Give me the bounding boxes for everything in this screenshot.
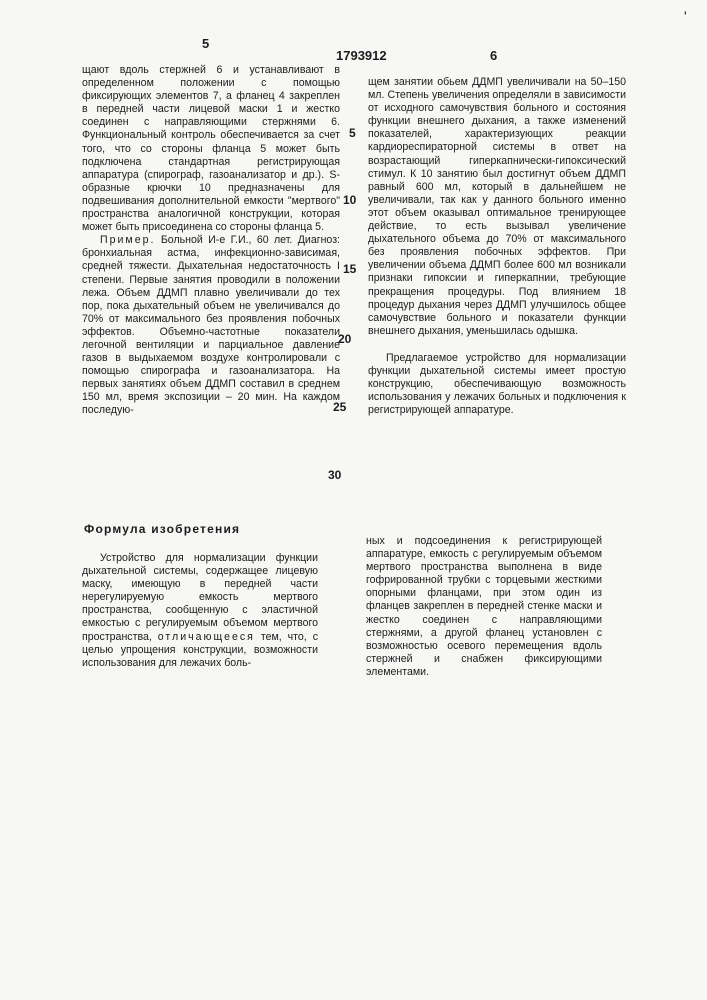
line-number-20: 20 bbox=[338, 332, 352, 346]
left-column bbox=[82, 64, 340, 418]
example-text: Больной И-е Г.И., 60 лет. Диагноз: бронхиальная астма, инфекционно-зависимая, средней тяжести. Дыхательная недостаточность I степени. Первые занятия проводили в положении лежа. Объем ДДМП плавно увеличивали до тех пор, пока дыхательный объем не увеличивался до 70% от максимального без проявления побочных эффектов. Объемно-частотные показатели легочной вентиляции и парциальное давление газов в выдыхаемом воздухе контролировали с помощью спирографа и газоанализатора. На первых занятиях объем ДДМП составил в среднем 150 мл, время экспозиции – 20 мин. На каждом последую- bbox=[82, 234, 340, 417]
line-number-25: 25 bbox=[333, 400, 347, 414]
left-paragraph-1: щают вдоль стержней 6 и устанавливают в определенном положении с помощью фиксирующих элементов 7, а фланец 4 закреплен в передней части лицевой маски 1 и жестко соединен с направляющими стержнями 6. Функциональный контроль обеспечивается за счет того, что со стороны фланца 5 может быть подключена стандартная регистрирующая аппаратура (спирограф, газоанализатор и др.). S-образные крючки 10 предназначены для подвешивания дополнительной емкости "мертвого" пространства аналогичной конструкции, которая может быть присоединена со стороны фланца 5. bbox=[82, 64, 340, 234]
corner-mark: ' bbox=[684, 8, 687, 24]
line-number-10: 10 bbox=[343, 193, 357, 207]
left-paragraph-2 bbox=[82, 234, 340, 417]
patent-number: 1793912 bbox=[336, 48, 387, 63]
claim-text-after: тем, что, с целью упрощения конструкции, возможности использования для лежачих боль- bbox=[82, 630, 318, 669]
claim-emphasis: отличающееся bbox=[157, 630, 255, 643]
right-paragraph-2: Предлагаемое устройство для нормализации функции дыхательной системы имеет простую конструкцию, обеспечивающую возможность использования у лежачих больных и подключения к регистрирующей аппаратуре. bbox=[368, 351, 626, 417]
formula-left-column bbox=[82, 552, 318, 670]
page-number-right: 6 bbox=[490, 48, 498, 63]
right-paragraph-1: щем занятии обьем ДДМП увеличивали на 50–150 мл. Степень увеличения определяли в зависимости от исходного самочувствия больного и состояния функции внешнего дыхания, а также изменений показателей, характеризующих реакции кардиореспираторной системы в ответ на возрастающий гиперкапнически-гипоксический стимул. К 10 занятию был достигнут объем ДДМП равный 600 мл, который в дальнейшем не увеличивали, так как у данного больного именно этот объем оказывал оптимальное тренирующее действие, то есть вызывал увеличение дыхательного объема до 70% от максимального без проявления побочных эффектов. При увеличении объема ДДМП более 600 мл возникали признаки гипоксии и гиперкапнии, требующие прекращения процедуры. Под влиянием 18 процедур дыхания через ДДМП улучшилось общее самочувствие больного и показатели функции внешнего дыхания, уменьшилась одышка. bbox=[368, 76, 626, 337]
right-column bbox=[368, 76, 626, 417]
line-number-5: 5 bbox=[349, 126, 356, 140]
formula-claim-start bbox=[82, 552, 318, 670]
formula-claim-continuation: ных и подсоединения к регистрирующей аппаратуре, емкость с регулируемым объемом мертвого пространства выполнена в виде гофрированной трубки с торцевыми жесткими опорными фланцами, при этом один из фланцев закреплен в передней стенке маски и жестко соединен с направляющими стержнями, а другой фланец установлен с возможностью осевого перемещения вдоль стержней и снабжен фиксирующими элементами. bbox=[366, 535, 602, 678]
line-number-30: 30 bbox=[328, 468, 342, 482]
formula-title: Формула изобретения bbox=[84, 522, 241, 536]
claim-text-before: Устройство для нормализации функции дыхательной системы, содержащее лицевую маску, имеющую в передней части нерегулируемую емкость мертвого пространства, сообщенную с эластичной емкостью с регулируемым объемом мертвого пространства, bbox=[82, 552, 318, 643]
example-lead: Пример. bbox=[100, 234, 156, 247]
formula-right-column bbox=[366, 535, 602, 679]
page-number-left: 5 bbox=[202, 36, 210, 51]
line-number-15: 15 bbox=[343, 262, 357, 276]
